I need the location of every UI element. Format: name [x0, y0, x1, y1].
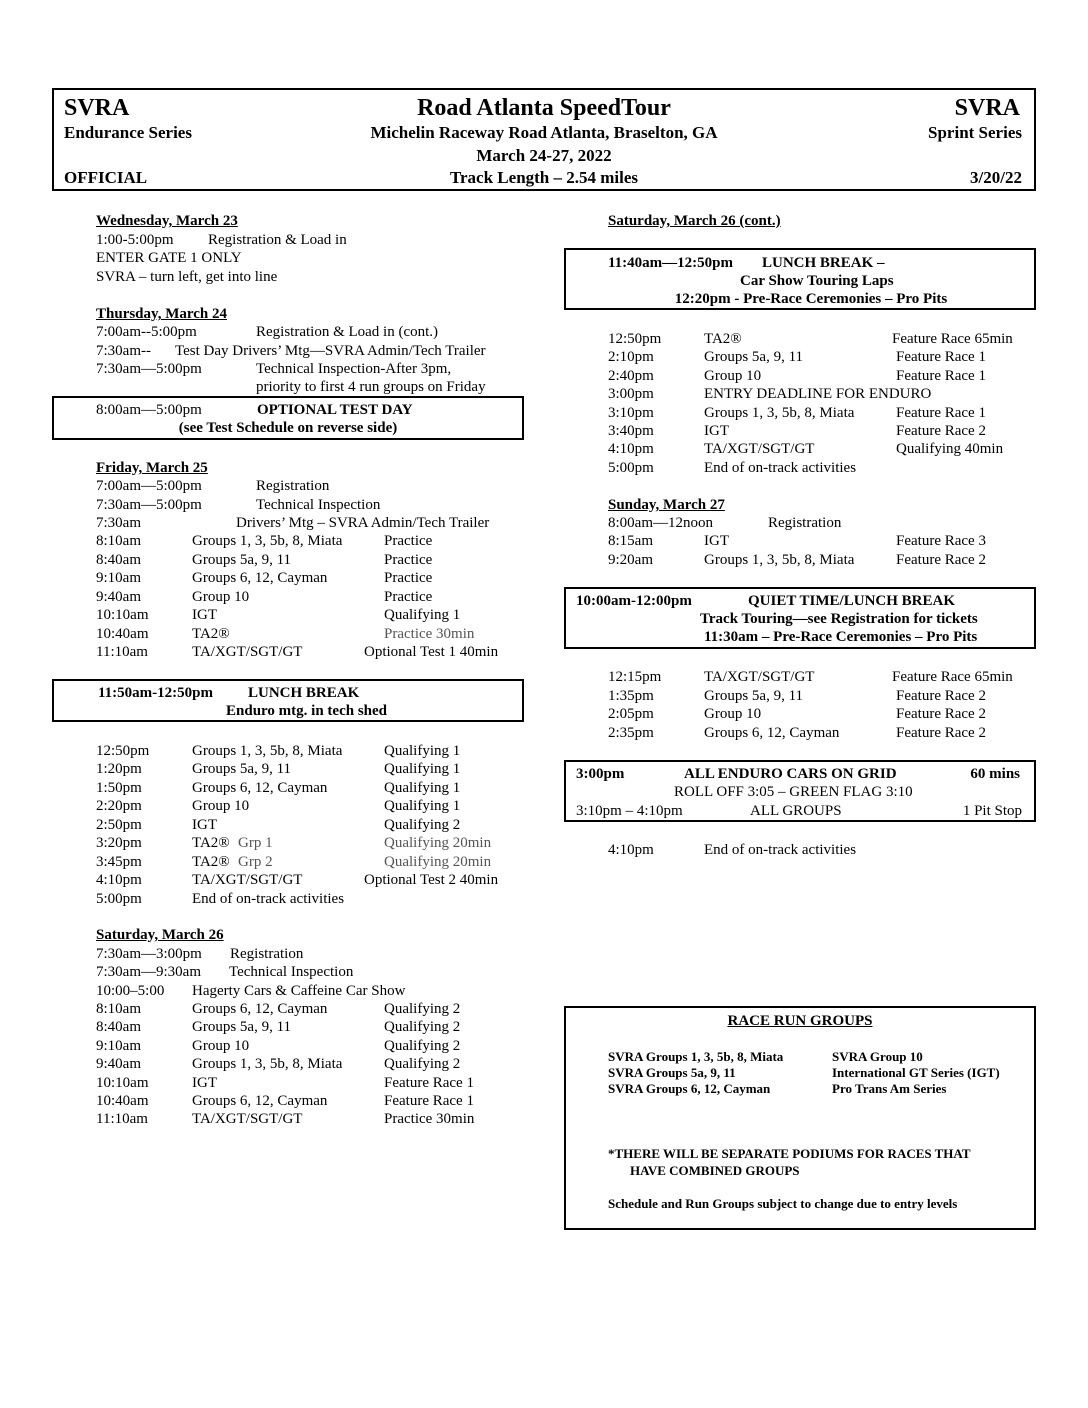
podium-note: HAVE COMBINED GROUPS: [630, 1163, 800, 1178]
session-type: Practice: [384, 552, 433, 568]
session-time: 10:40am: [96, 1093, 149, 1109]
session-time: 3:20pm: [96, 835, 142, 851]
session-time: 8:10am: [96, 533, 141, 549]
session-group: TA2®: [192, 854, 230, 870]
session-type: Feature Race 65min: [892, 669, 1013, 685]
test-day-note: (see Test Schedule on reverse side): [178, 420, 398, 436]
schedule-event: Drivers’ Mtg – SVRA Admin/Tech Trailer: [236, 515, 490, 531]
schedule-event: Registration: [230, 946, 304, 962]
session-group: IGT: [192, 817, 217, 833]
disclaimer: Schedule and Run Groups subject to change due to entry levels: [608, 1196, 958, 1211]
session-time: 8:15am: [608, 533, 653, 549]
session-time: 4:10pm: [608, 842, 654, 858]
session-time: 1:35pm: [608, 688, 654, 704]
lunch-ceremony: 12:20pm - Pre-Race Ceremonies – Pro Pits: [674, 291, 948, 307]
session-group: Groups 5a, 9, 11: [192, 761, 292, 777]
session-type: Qualifying 2: [384, 1038, 461, 1054]
lunch-title: LUNCH BREAK: [248, 685, 360, 701]
session-group: TA/XGT/SGT/GT: [192, 644, 303, 660]
friday-heading: Friday, March 25: [96, 460, 208, 476]
session-time: 9:40am: [96, 1056, 141, 1072]
session-type: Feature Race 1: [384, 1093, 474, 1109]
header-box: [52, 88, 1036, 191]
run-groups-title: RACE RUN GROUPS: [727, 1013, 873, 1029]
schedule-event: Registration & Load in: [208, 232, 347, 248]
revision-date: 3/20/22: [970, 168, 1022, 187]
session-group: End of on-track activities: [704, 842, 857, 858]
run-group-item: SVRA Groups 1, 3, 5b, 8, Miata: [608, 1049, 784, 1064]
enduro-groups: ALL GROUPS: [750, 803, 842, 819]
session-type: Qualifying 20min: [384, 835, 492, 851]
saturday-cont-heading: Saturday, March 26 (cont.): [608, 213, 781, 229]
session-group: IGT: [704, 533, 729, 549]
session-time: 9:10am: [96, 570, 141, 586]
session-type: Feature Race 1: [896, 349, 986, 365]
run-groups-box: [564, 1006, 1036, 1230]
schedule-event: Registration & Load in (cont.): [256, 324, 439, 340]
session-group: Group 10: [192, 589, 250, 605]
run-group-item: SVRA Groups 5a, 9, 11: [608, 1065, 736, 1080]
schedule-event: priority to first 4 run groups on Friday: [256, 379, 486, 395]
session-time: 2:40pm: [608, 368, 654, 384]
session-group: TA/XGT/SGT/GT: [192, 872, 303, 888]
lunch-title: LUNCH BREAK –: [762, 255, 885, 271]
entry-deadline: ENTRY DEADLINE FOR ENDURO: [704, 386, 932, 402]
schedule-time: 7:30am: [96, 515, 141, 531]
session-group: Group 10: [192, 1038, 250, 1054]
session-time: 11:10am: [96, 1111, 148, 1127]
run-group-item: SVRA Groups 6, 12, Cayman: [608, 1081, 771, 1096]
right-series: Sprint Series: [928, 123, 1022, 142]
enduro-duration: 60 mins: [970, 766, 1020, 782]
session-type: Feature Race 1: [896, 405, 986, 421]
session-time: 9:40am: [96, 589, 141, 605]
lunch-note: Enduro mtg. in tech shed: [226, 703, 388, 719]
session-time: 2:20pm: [96, 798, 142, 814]
test-day-box: [52, 396, 524, 440]
session-time: 10:10am: [96, 607, 149, 623]
session-type: Qualifying 40min: [896, 441, 1004, 457]
schedule-time: 7:30am—5:00pm: [96, 361, 202, 377]
schedule-event: Technical Inspection-After 3pm,: [256, 361, 452, 377]
left-org: SVRA: [64, 95, 130, 121]
session-time: 9:20am: [608, 552, 653, 568]
track-length: Track Length – 2.54 miles: [449, 168, 639, 187]
enduro-time-range: 3:10pm – 4:10pm: [576, 803, 683, 819]
schedule-event: Technical Inspection: [256, 497, 381, 513]
enduro-box: [564, 760, 1036, 822]
session-type: Practice: [384, 570, 433, 586]
session-group: TA/XGT/SGT/GT: [704, 669, 815, 685]
schedule-time: 7:30am—3:00pm: [96, 946, 202, 962]
schedule-time: 8:00am—12noon: [608, 515, 713, 531]
session-time: 3:00pm: [608, 386, 654, 402]
session-time: 4:10pm: [96, 872, 142, 888]
session-group: Group 10: [704, 368, 762, 384]
session-group: TA2®: [192, 626, 230, 642]
session-group: Groups 6, 12, Cayman: [192, 1093, 328, 1109]
session-time: 3:45pm: [96, 854, 142, 870]
enduro-time: 3:00pm: [576, 766, 625, 782]
session-time: 9:10am: [96, 1038, 141, 1054]
session-group: Groups 1, 3, 5b, 8, Miata: [704, 552, 855, 568]
run-group-item: Pro Trans Am Series: [832, 1081, 947, 1096]
session-time: 12:50pm: [608, 331, 662, 347]
schedule-time: 7:00am--5:00pm: [96, 324, 197, 340]
session-time: 3:40pm: [608, 423, 654, 439]
test-day-title: OPTIONAL TEST DAY: [257, 402, 413, 418]
session-group: Groups 5a, 9, 11: [704, 349, 804, 365]
session-time: 12:15pm: [608, 669, 662, 685]
session-type: Qualifying 1: [384, 607, 461, 623]
session-group: Groups 6, 12, Cayman: [192, 780, 328, 796]
schedule-event: Hagerty Cars & Caffeine Car Show: [192, 983, 406, 999]
session-time: 2:35pm: [608, 725, 654, 741]
session-subgroup: Grp 2: [238, 854, 273, 870]
session-group: IGT: [704, 423, 729, 439]
session-group: Groups 1, 3, 5b, 8, Miata: [192, 1056, 343, 1072]
schedule-time: 10:00–5:00: [96, 983, 165, 999]
session-time: 4:10pm: [608, 441, 654, 457]
session-type: Feature Race 1: [384, 1075, 474, 1091]
session-type: Qualifying 1: [384, 743, 461, 759]
schedule-event: Registration: [256, 478, 330, 494]
session-type: Feature Race 2: [896, 725, 986, 741]
enduro-start: ROLL OFF 3:05 – GREEN FLAG 3:10: [674, 784, 913, 800]
schedule-event: Test Day Drivers’ Mtg—SVRA Admin/Tech Trailer: [175, 343, 486, 359]
enduro-pit: 1 Pit Stop: [962, 803, 1022, 819]
wednesday-heading: Wednesday, March 23: [96, 213, 238, 229]
session-type: Feature Race 3: [896, 533, 986, 549]
session-time: 10:40am: [96, 626, 149, 642]
schedule-note: SVRA – turn left, get into line: [96, 269, 278, 285]
saturday-lunch-box: [564, 248, 1036, 310]
session-type: Practice: [384, 589, 433, 605]
schedule-time: 7:30am—9:30am: [96, 964, 201, 980]
session-type: Feature Race 2: [896, 688, 986, 704]
session-time: 1:50pm: [96, 780, 142, 796]
session-group: Groups 1, 3, 5b, 8, Miata: [704, 405, 855, 421]
session-type: Qualifying 1: [384, 780, 461, 796]
session-group: TA2®: [704, 331, 742, 347]
quiet-time-box: [564, 587, 1036, 649]
session-group: Groups 1, 3, 5b, 8, Miata: [192, 743, 343, 759]
page-title: Road Atlanta SpeedTour: [417, 95, 671, 121]
lunch-time: 11:50am-12:50pm: [98, 685, 213, 701]
session-group: TA2®: [192, 835, 230, 851]
session-group: TA/XGT/SGT/GT: [192, 1111, 303, 1127]
session-time: 8:40am: [96, 1019, 141, 1035]
session-group: End of on-track activities: [704, 460, 857, 476]
session-type: Qualifying 1: [384, 761, 461, 777]
session-type: Practice 30min: [384, 626, 475, 642]
session-type: Qualifying 20min: [384, 854, 492, 870]
session-type: Feature Race 2: [896, 423, 986, 439]
enduro-title: ALL ENDURO CARS ON GRID: [684, 766, 897, 782]
lunch-time: 11:40am—12:50pm: [608, 255, 733, 271]
session-time: 8:10am: [96, 1001, 141, 1017]
venue: Michelin Raceway Road Atlanta, Braselton, GA: [370, 123, 718, 142]
podium-note: *THERE WILL BE SEPARATE PODIUMS FOR RACES THAT: [608, 1146, 971, 1161]
session-time: 5:00pm: [608, 460, 654, 476]
session-time: 10:10am: [96, 1075, 149, 1091]
session-type: Qualifying 2: [384, 817, 461, 833]
schedule-time: 7:00am—5:00pm: [96, 478, 202, 494]
schedule-time: 7:30am—5:00pm: [96, 497, 202, 513]
session-group: Group 10: [704, 706, 762, 722]
session-group: Groups 6, 12, Cayman: [192, 570, 328, 586]
session-group: Groups 5a, 9, 11: [192, 552, 292, 568]
schedule-note: ENTER GATE 1 ONLY: [96, 250, 242, 266]
schedule-event: Technical Inspection: [229, 964, 354, 980]
session-group: End of on-track activities: [192, 891, 345, 907]
session-time: 1:20pm: [96, 761, 142, 777]
quiet-ceremony: 11:30am – Pre-Race Ceremonies – Pro Pits: [704, 629, 978, 645]
session-time: 2:50pm: [96, 817, 142, 833]
session-group: IGT: [192, 1075, 217, 1091]
schedule-time: 7:30am--: [96, 343, 151, 359]
lunch-note: Car Show Touring Laps: [740, 273, 894, 289]
sunday-heading: Sunday, March 27: [608, 497, 725, 513]
session-time: 2:05pm: [608, 706, 654, 722]
session-type: Qualifying 2: [384, 1019, 461, 1035]
session-type: Practice: [384, 533, 433, 549]
run-group-item: SVRA Group 10: [832, 1049, 923, 1064]
test-day-time: 8:00am—5:00pm: [96, 402, 202, 418]
session-group: Group 10: [192, 798, 250, 814]
session-type: Feature Race 2: [896, 706, 986, 722]
session-group: Groups 6, 12, Cayman: [192, 1001, 328, 1017]
session-group: Groups 5a, 9, 11: [704, 688, 804, 704]
left-status: OFFICIAL: [64, 168, 148, 187]
thursday-heading: Thursday, March 24: [96, 306, 227, 322]
quiet-note: Track Touring—see Registration for tickets: [700, 611, 978, 627]
session-subgroup: Grp 1: [238, 835, 273, 851]
event-dates: March 24-27, 2022: [476, 146, 612, 165]
session-time: 11:10am: [96, 644, 148, 660]
session-type: Optional Test 2 40min: [364, 872, 499, 888]
quiet-time: 10:00am-12:00pm: [576, 593, 692, 609]
session-type: Qualifying 2: [384, 1056, 461, 1072]
session-type: Qualifying 1: [384, 798, 461, 814]
session-time: 2:10pm: [608, 349, 654, 365]
schedule-time: 1:00-5:00pm: [96, 232, 174, 248]
session-time: 3:10pm: [608, 405, 654, 421]
session-type: Feature Race 65min: [892, 331, 1013, 347]
session-type: Practice 30min: [384, 1111, 475, 1127]
session-time: 8:40am: [96, 552, 141, 568]
session-group: Groups 1, 3, 5b, 8, Miata: [192, 533, 343, 549]
session-type: Feature Race 2: [896, 552, 986, 568]
run-group-item: International GT Series (IGT): [832, 1065, 1000, 1080]
session-group: Groups 5a, 9, 11: [192, 1019, 292, 1035]
left-series: Endurance Series: [64, 123, 192, 142]
session-type: Feature Race 1: [896, 368, 986, 384]
friday-lunch-box: [52, 679, 524, 722]
session-group: TA/XGT/SGT/GT: [704, 441, 815, 457]
session-time: 12:50pm: [96, 743, 150, 759]
schedule-event: Registration: [768, 515, 842, 531]
saturday-heading: Saturday, March 26: [96, 927, 224, 943]
session-group: Groups 6, 12, Cayman: [704, 725, 840, 741]
session-type: Optional Test 1 40min: [364, 644, 499, 660]
session-group: IGT: [192, 607, 217, 623]
session-type: Qualifying 2: [384, 1001, 461, 1017]
session-time: 5:00pm: [96, 891, 142, 907]
right-org: SVRA: [954, 95, 1020, 121]
quiet-title: QUIET TIME/LUNCH BREAK: [748, 593, 955, 609]
